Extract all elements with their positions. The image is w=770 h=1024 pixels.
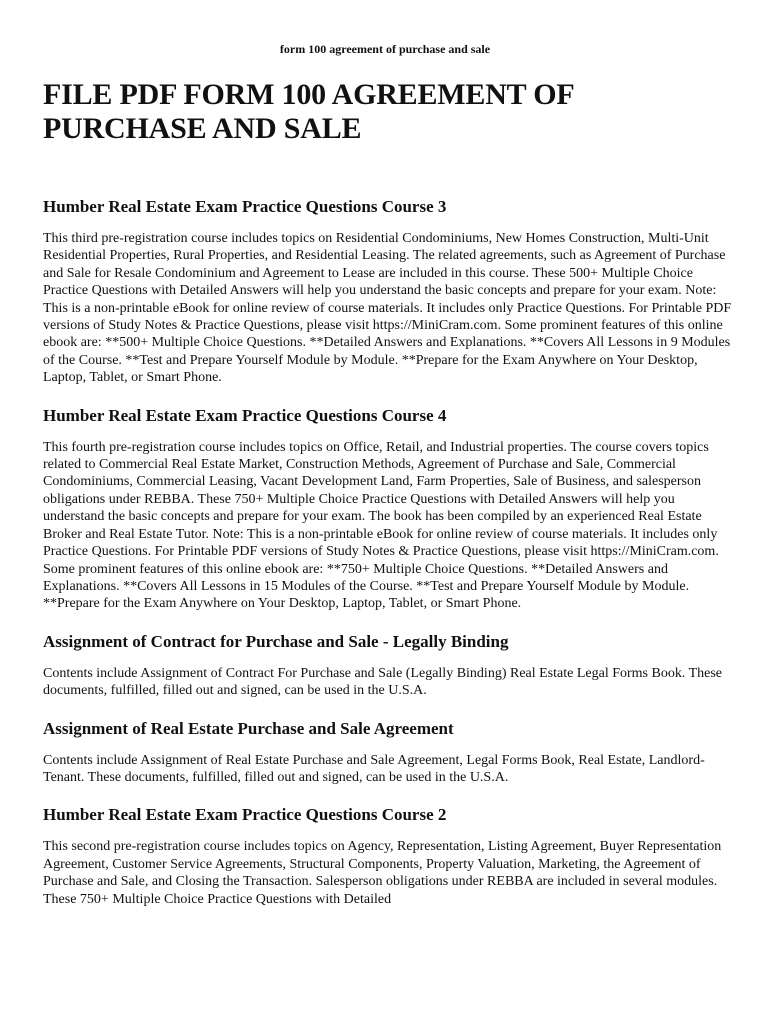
document-content — [43, 196, 733, 926]
section-body: Contents include Assignment of Real Estate Purchase and Sale Agreement, Legal Forms Book, Real Estate, Landlord-Tenant. These documents, fulfilled, filled out and signed, can be used in the U.S.A. — [43, 752, 705, 785]
section-body: This third pre-registration course includes topics on Residential Condominiums, New Homes Construction, Multi-Unit Residential Properties, Rural Properties, and Residential Leasing. The related agreements, such as Agreement of Purchase and Sale for Resale Condominium and Agreement to Lease are included in this course. These 500+ Multiple Choice Practice Questions with Detailed Answers will help you understand the basic concepts and prepare for your exam. Note: This is a non-printable eBook for online review of course materials. It includes only Practice Questions. For Printable PDF versions of Study Notes & Practice Questions, please visit https://MiniCram.com. Some prominent features of this online ebook are: **500+ Multiple Choice Questions. **Detailed Answers and Explanations. **Covers All Lessons in 9 Modules of the Course. **Test and Prepare Yourself Module by Module. **Prepare for the Exam Anywhere on Your Desktop, Laptop, Tablet, or Smart Phone. — [43, 231, 732, 386]
section-heading: Humber Real Estate Exam Practice Questions Course 4 — [43, 405, 447, 425]
section-heading: Assignment of Real Estate Purchase and Sale Agreement — [43, 718, 454, 738]
document-title: FILE PDF FORM 100 AGREEMENT OF PURCHASE AND SALE — [43, 78, 574, 145]
section-heading: Assignment of Contract for Purchase and Sale - Legally Binding — [43, 631, 509, 651]
section-course-4 — [43, 405, 733, 613]
section-course-2 — [43, 804, 733, 908]
section-heading: Humber Real Estate Exam Practice Questions Course 2 — [43, 805, 447, 825]
section-assignment-agreement — [43, 718, 733, 787]
running-header: form 100 agreement of purchase and sale — [279, 42, 491, 56]
section-body: Contents include Assignment of Contract For Purchase and Sale (Legally Binding) Real Estate Legal Forms Book. These documents, fulfilled, filled out and signed, can be used in the U.S.A. — [43, 665, 723, 699]
section-heading: Humber Real Estate Exam Practice Questions Course 3 — [43, 197, 447, 216]
section-body: This second pre-registration course includes topics on Agency, Representation, Listing Agreement, Buyer Representation Agreement, Customer Service Agreements, Structural Components, Property Valuation, Marketing, the Agreement of Purchase and Sale, and Closing the Transaction. Salesperson obligations under REBBA are included in several modules. These 750+ Multiple Choice Practice Questions with Detailed — [43, 839, 722, 907]
section-body: This fourth pre-registration course includes topics on Office, Retail, and Industrial properties. The course covers topics related to Commercial Real Estate Market, Construction Methods, Agreement of Purchase and Sale, Commercial Condominiums, Commercial Leasing, Vacant Development Land, Farm Properties, Sale of Business, and salesperson obligations under REBBA. These 750+ Multiple Choice Practice Questions with Detailed Answers will help you understand the basic concepts and prepare for your exam. The book has been compiled by an experienced Real Estate Broker and Real Estate Tutor. Note: This is a non-printable eBook for online review of course materials. It includes only Practice Questions. For Printable PDF versions of Study Notes & Practice Questions, please visit https://MiniCram.com. Some prominent features of this online ebook are: **750+ Multiple Choice Questions. **Detailed Answers and Explanations. **Covers All Lessons in 15 Modules of the Course. **Test and Prepare Yourself Module by Module. **Prepare for the Exam Anywhere on Your Desktop, Laptop, Tablet, or Smart Phone. — [43, 439, 719, 612]
section-course-3 — [43, 196, 733, 387]
section-assignment-contract — [43, 631, 733, 700]
